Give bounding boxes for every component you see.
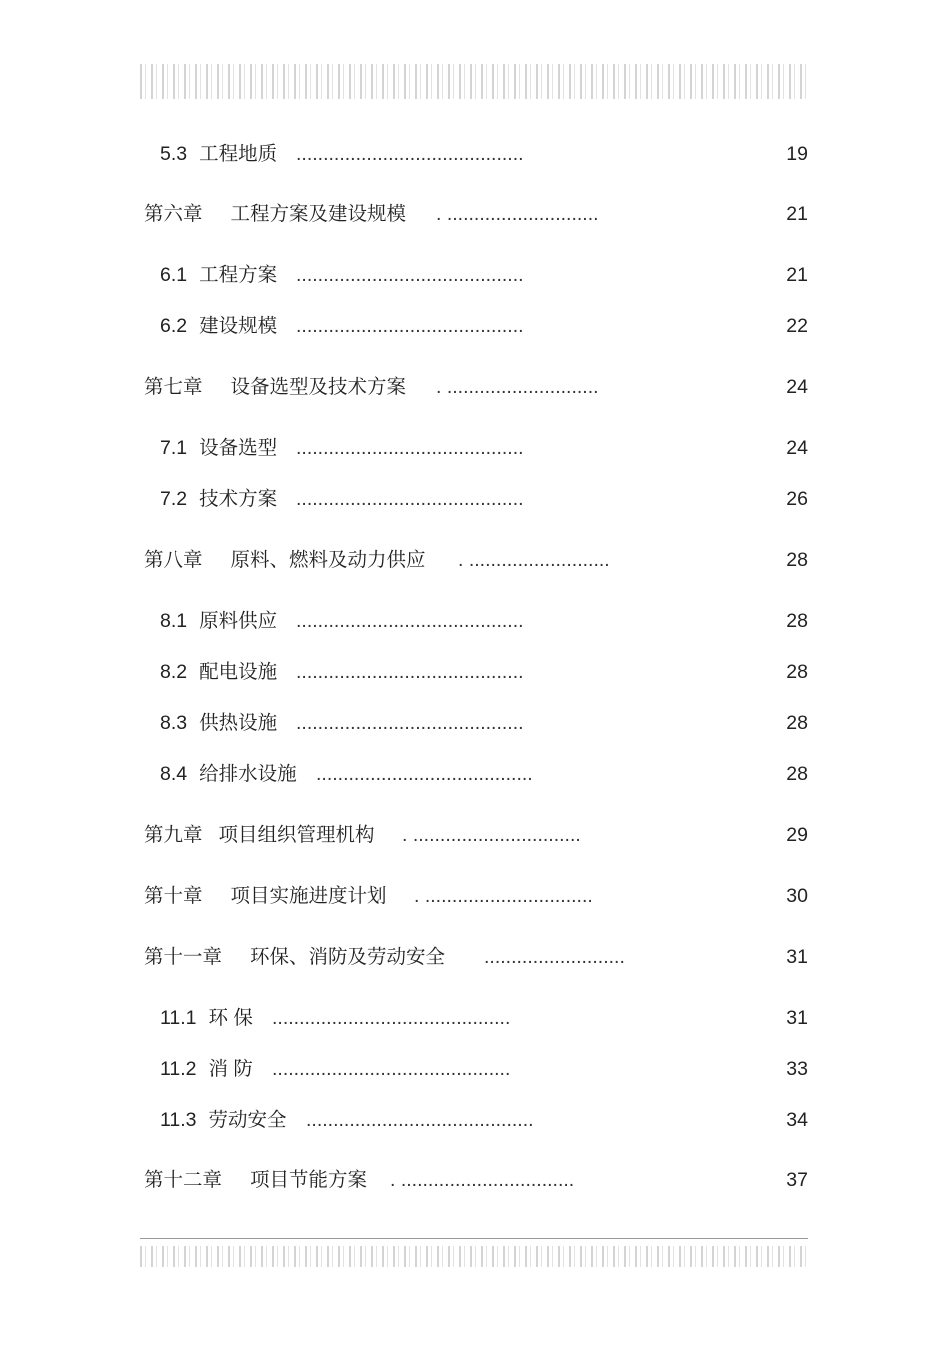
toc-number: 第七章 xyxy=(144,376,203,398)
toc-label xyxy=(160,1004,253,1032)
toc-label xyxy=(160,658,277,686)
toc-leader-dots: . ................................ xyxy=(390,1169,575,1191)
toc-number: 8.2 xyxy=(160,661,188,683)
toc-label xyxy=(144,1166,367,1194)
toc-label xyxy=(160,261,277,289)
toc-page-number: 28 xyxy=(786,763,808,785)
toc-number: 8.4 xyxy=(160,763,188,785)
toc-leader-dots: ............................................ xyxy=(272,1058,511,1080)
toc-leader-dots: .......................................... xyxy=(296,437,524,459)
toc-page-number: 31 xyxy=(786,946,808,968)
toc-leader-dots: .......................................... xyxy=(296,264,524,286)
toc-number: 第九章 xyxy=(144,824,203,846)
toc-label xyxy=(144,821,375,849)
toc-row[interactable] xyxy=(0,1055,950,1083)
toc-leader-dots: . ............................... xyxy=(402,824,581,846)
toc-page-number: 34 xyxy=(786,1109,808,1131)
toc-label xyxy=(160,312,277,340)
toc-page-number: 37 xyxy=(786,1169,808,1191)
toc-number: 8.1 xyxy=(160,610,188,632)
toc-page-number: 28 xyxy=(786,549,808,571)
toc-leader-dots: .......................................... xyxy=(296,315,524,337)
toc-row[interactable] xyxy=(0,373,950,401)
toc-leader-dots: .......................................... xyxy=(296,610,524,632)
toc-label xyxy=(144,373,406,401)
toc-title: 工程方案 xyxy=(199,264,278,286)
toc-title: 供热设施 xyxy=(199,712,278,734)
toc-row[interactable] xyxy=(0,882,950,910)
toc-leader-dots: ............................................ xyxy=(272,1007,511,1029)
toc-page-number: 28 xyxy=(786,712,808,734)
toc-page-number: 29 xyxy=(786,824,808,846)
toc-label xyxy=(144,943,445,971)
toc-title: 消 防 xyxy=(208,1058,253,1080)
toc-page-number: 30 xyxy=(786,885,808,907)
toc-row[interactable] xyxy=(0,485,950,513)
toc-title: 设备选型及技术方案 xyxy=(230,376,407,398)
toc-row[interactable] xyxy=(0,607,950,635)
toc-title: 给排水设施 xyxy=(199,763,297,785)
toc-leader-dots: .......................... xyxy=(484,946,625,968)
toc-number: 11.1 xyxy=(160,1007,197,1029)
toc-number: 7.2 xyxy=(160,488,188,510)
toc-number: 11.2 xyxy=(160,1058,197,1080)
toc-label xyxy=(160,1055,253,1083)
toc-page-number: 33 xyxy=(786,1058,808,1080)
toc-row[interactable] xyxy=(0,1004,950,1032)
toc-leader-dots: .......................................... xyxy=(306,1109,534,1131)
toc-label xyxy=(160,434,277,462)
toc-leader-dots: . ............................ xyxy=(436,376,599,398)
toc-row[interactable] xyxy=(0,200,950,228)
toc-title: 设备选型 xyxy=(199,437,278,459)
toc-label xyxy=(144,882,387,910)
toc-title: 环保、消防及劳动安全 xyxy=(250,946,446,968)
toc-page-number: 28 xyxy=(786,610,808,632)
toc-row[interactable] xyxy=(0,1106,950,1134)
toc-title: 劳动安全 xyxy=(208,1109,287,1131)
toc-number: 第十一章 xyxy=(144,946,223,968)
toc-number: 7.1 xyxy=(160,437,188,459)
toc-row[interactable] xyxy=(0,943,950,971)
toc-leader-dots: .......................................... xyxy=(296,143,524,165)
toc-row[interactable] xyxy=(0,709,950,737)
toc-leader-dots: .......................................... xyxy=(296,488,524,510)
toc-row[interactable] xyxy=(0,821,950,849)
footer-watermark xyxy=(140,1246,808,1267)
toc-page-number: 21 xyxy=(786,264,808,286)
toc-leader-dots: ........................................ xyxy=(316,763,533,785)
toc-page-number: 24 xyxy=(786,376,808,398)
toc-title: 项目组织管理机构 xyxy=(218,824,375,846)
toc-label xyxy=(160,709,277,737)
toc-row[interactable] xyxy=(0,140,950,168)
toc-label xyxy=(144,200,406,228)
toc-page-number: 31 xyxy=(786,1007,808,1029)
toc-label xyxy=(160,1106,287,1134)
toc-leader-dots: . .......................... xyxy=(458,549,610,571)
toc-number: 8.3 xyxy=(160,712,188,734)
toc-number: 第六章 xyxy=(144,203,203,225)
toc-title: 工程方案及建设规模 xyxy=(230,203,407,225)
toc-number: 第八章 xyxy=(144,549,203,571)
toc-row[interactable] xyxy=(0,1166,950,1194)
toc-page-number: 22 xyxy=(786,315,808,337)
toc-number: 6.2 xyxy=(160,315,188,337)
toc-page-number: 24 xyxy=(786,437,808,459)
toc-title: 建设规模 xyxy=(199,315,278,337)
toc-leader-dots: . ............................... xyxy=(414,885,593,907)
toc-title: 配电设施 xyxy=(199,661,278,683)
toc-row[interactable] xyxy=(0,261,950,289)
toc-label xyxy=(160,760,297,788)
toc-number: 5.3 xyxy=(160,143,188,165)
toc-title: 原料供应 xyxy=(199,610,278,632)
toc-page-number: 28 xyxy=(786,661,808,683)
toc-page-number: 26 xyxy=(786,488,808,510)
toc-title: 技术方案 xyxy=(199,488,278,510)
toc-row[interactable] xyxy=(0,546,950,574)
toc-number: 6.1 xyxy=(160,264,188,286)
toc-number: 第十章 xyxy=(144,885,203,907)
toc-title: 原料、燃料及动力供应 xyxy=(230,549,426,571)
toc-row[interactable] xyxy=(0,312,950,340)
toc-title: 工程地质 xyxy=(199,143,278,165)
toc-page-number: 19 xyxy=(786,143,808,165)
header-watermark xyxy=(140,64,808,99)
toc-leader-dots: .......................................... xyxy=(296,661,524,683)
toc-title: 环 保 xyxy=(208,1007,253,1029)
toc-leader-dots: . ............................ xyxy=(436,203,599,225)
toc-title: 项目节能方案 xyxy=(250,1169,368,1191)
toc-leader-dots: .......................................... xyxy=(296,712,524,734)
toc-label xyxy=(160,485,277,513)
toc-label xyxy=(160,140,277,168)
toc-label xyxy=(144,546,426,574)
toc-number: 11.3 xyxy=(160,1109,197,1131)
toc-page-number: 21 xyxy=(786,203,808,225)
toc-title: 项目实施进度计划 xyxy=(230,885,387,907)
toc-row[interactable] xyxy=(0,658,950,686)
toc-row[interactable] xyxy=(0,434,950,462)
toc-row[interactable] xyxy=(0,760,950,788)
footer-rule xyxy=(140,1238,808,1239)
toc-number: 第十二章 xyxy=(144,1169,223,1191)
toc-label xyxy=(160,607,277,635)
